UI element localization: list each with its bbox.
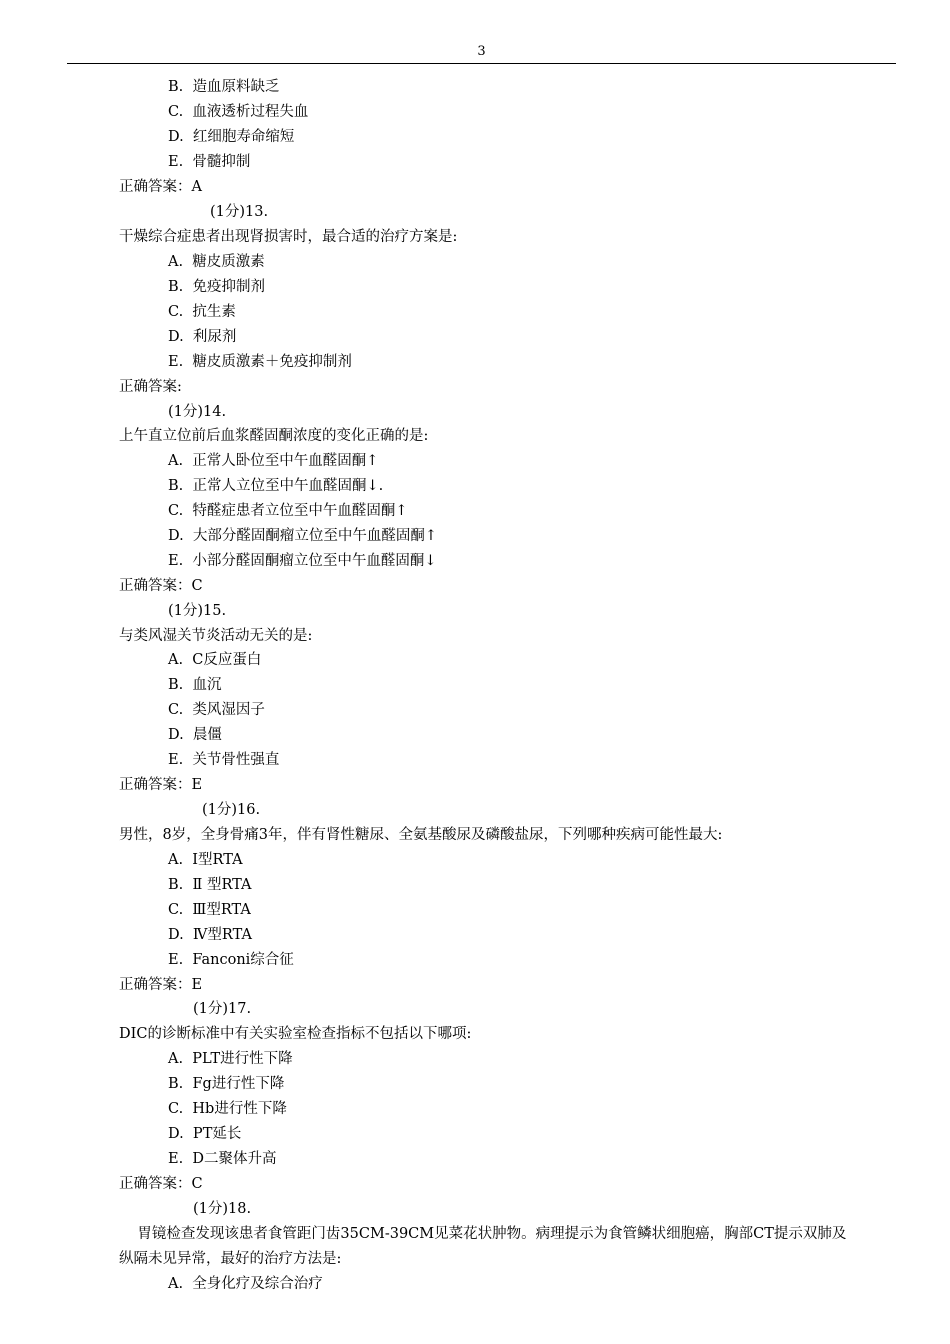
answer: 正确答案：E [119, 977, 203, 993]
answer: 正确答案：A [119, 179, 202, 195]
option-b: B. 免疫抑制剂 [168, 279, 265, 295]
option-c: C. 血液透析过程失血 [168, 104, 309, 120]
option-d: D. Ⅳ型RTA [168, 927, 252, 943]
question-header: (1分)15. [168, 603, 227, 619]
option-d: D. 大部分醛固酮瘤立位至中午血醛固酮↑ [168, 528, 438, 544]
question-stem-line-1: 胃镜检查发现该患者食管距门齿35CM-39CM见菜花状肿物。病理提示为食管鳞状细胞癌，胸部CT提示双肺及 [119, 1226, 847, 1242]
question-stem: 与类风湿关节炎活动无关的是: [119, 628, 313, 644]
answer: 正确答案：C [119, 578, 203, 594]
question-header: (1分)13. [210, 204, 269, 220]
option-c: C. 抗生素 [168, 304, 236, 320]
option-a: A. 全身化疗及综合治疗 [168, 1276, 323, 1292]
answer: 正确答案：E [119, 777, 203, 793]
question-stem: DIC的诊断标准中有关实验室检查指标不包括以下哪项: [119, 1026, 472, 1042]
option-c: C. 特醛症患者立位至中午血醛固酮↑ [168, 503, 408, 519]
option-b: B. 正常人立位至中午血醛固酮↓. [168, 478, 384, 494]
option-c: C. Ⅲ型RTA [168, 902, 251, 918]
question-header: (1分)18. [193, 1201, 252, 1217]
option-a: A. 正常人卧位至中午血醛固酮↑ [168, 453, 379, 469]
option-b: B. Fg进行性下降 [168, 1076, 285, 1092]
answer: 正确答案: [119, 379, 182, 395]
option-d: D. PT延长 [168, 1126, 242, 1142]
question-stem: 干燥综合症患者出现肾损害时，最合适的治疗方案是: [119, 229, 458, 245]
option-d: D. 利尿剂 [168, 329, 237, 345]
option-b: B. 血沉 [168, 677, 222, 693]
option-b: B. Ⅱ 型RTA [168, 877, 252, 893]
option-c: C. Hb进行性下降 [168, 1101, 287, 1117]
option-a: A. Ⅰ型RTA [168, 852, 243, 868]
option-e: E. 关节骨性强直 [168, 752, 280, 768]
option-a: A. C反应蛋白 [168, 652, 262, 668]
option-e: E. Fanconi综合征 [168, 952, 294, 968]
header-rule [67, 63, 896, 64]
question-header: (1分)17. [193, 1001, 252, 1017]
option-b: B. 造血原料缺乏 [168, 79, 280, 95]
option-e: E. D二聚体升高 [168, 1151, 277, 1167]
option-d: D. 红细胞寿命缩短 [168, 129, 295, 145]
option-c: C. 类风湿因子 [168, 702, 265, 718]
question-stem: 上午直立位前后血浆醛固酮浓度的变化正确的是: [119, 428, 429, 444]
option-e: E. 小部分醛固酮瘤立位至中午血醛固酮↓ [168, 553, 437, 569]
question-header: (1分)14. [168, 404, 227, 420]
question-stem-line-2: 纵隔未见异常，最好的治疗方法是: [119, 1251, 342, 1267]
option-a: A. 糖皮质激素 [168, 254, 265, 270]
question-stem: 男性，8岁，全身骨痛3年，伴有肾性糖尿、全氨基酸尿及磷酸盐尿，下列哪种疾病可能性最大: [119, 827, 723, 843]
option-e: E. 骨髓抑制 [168, 154, 251, 170]
page-number: 3 [477, 44, 486, 59]
option-d: D. 晨僵 [168, 727, 222, 743]
answer: 正确答案：C [119, 1176, 203, 1192]
option-a: A. PLT进行性下降 [168, 1051, 293, 1067]
question-header: (1分)16. [202, 802, 261, 818]
option-e: E. 糖皮质激素＋免疫抑制剂 [168, 354, 352, 370]
